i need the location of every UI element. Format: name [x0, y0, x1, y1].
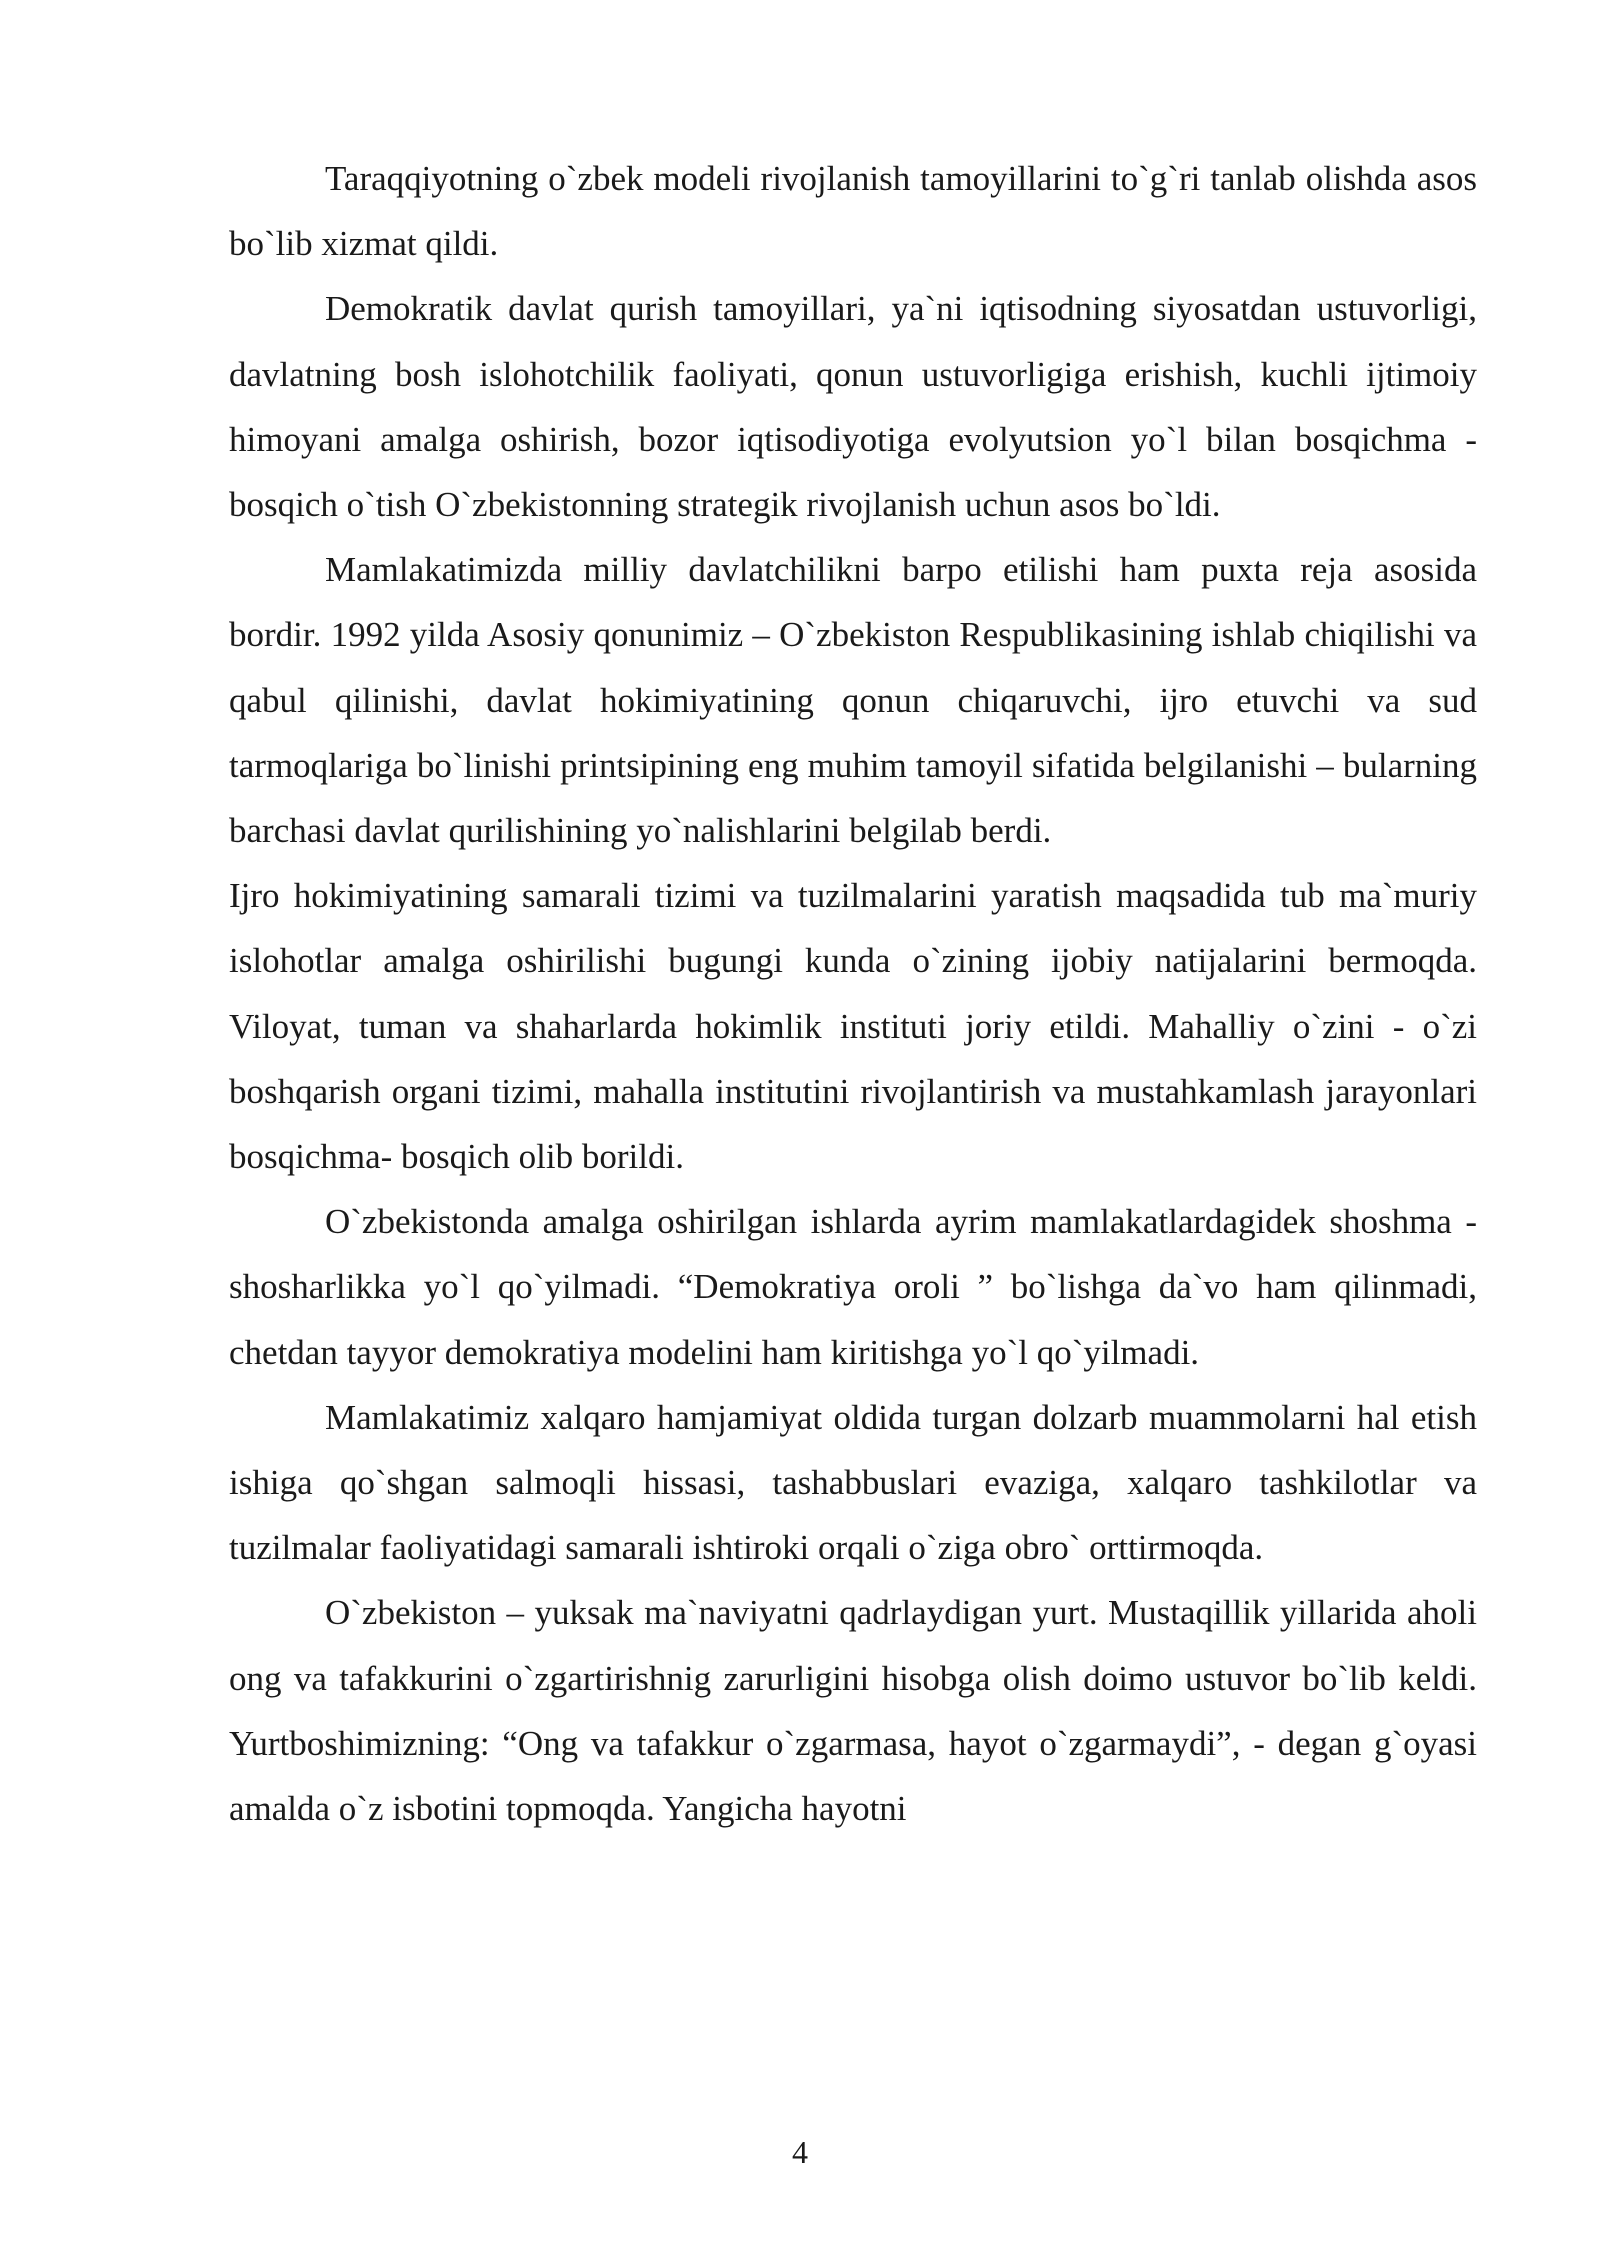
paragraph-1: Taraqqiyotning o`zbek modeli rivojlanish tamoyillarini to`g`ri tanlab olishda asos bo`lib xizmat qildi.	[229, 159, 1477, 264]
paragraph-3: Mamlakatimizda milliy davlatchilikni barpo etilishi ham puxta reja asosida bordir. 1992 yilda Asosiy qonunimiz – O`zbekiston Respublikasining ishlab chiqilishi va qabul qilinishi, davlat hokimiyatining qonun chiqaruvchi, ijro etuvchi va sud tarmoqlariga bo`linishi printsipining eng muhim tamoyil sifatida belgilanishi – bularning barchasi davlat qurilishining yo`nalishlarini belgilab berdi.	[229, 550, 1477, 851]
paragraph-7: O`zbekiston – yuksak ma`naviyatni qadrlaydigan yurt. Mustaqillik yillarida aholi ong va tafakkurini o`zgartirishnig zarurligini hisobga olish doimo ustuvor bo`lib keldi. Yurtboshimizning: “Ong va tafakkur o`zgarmasa, hayot o`zgarmaydi”, - degan g`oyasi amalda o`z isbotini topmoqda. Yangicha hayotni	[229, 1593, 1477, 1829]
paragraph-4: Ijro hokimiyatining samarali tizimi va tuzilmalarini yaratish maqsadida tub ma`muriy islohotlar amalga oshirilishi bugungi kunda o`zining ijobiy natijalarini bermoqda. Viloyat, tuman va shaharlarda hokimlik instituti joriy etildi. Mahalliy o`zini - o`zi boshqarish organi tizimi, mahalla institutini rivojlantirish va mustahkamlash jarayonlari bosqichma- bosqich olib borildi.	[229, 876, 1477, 1177]
paragraph-5: O`zbekistonda amalga oshirilgan ishlarda ayrim mamlakatlardagidek shoshma - shosharlikka yo`l qo`yilmadi. “Demokratiya oroli ” bo`lishga da`vo ham qilinmadi, chetdan tayyor demokratiya modelini ham kiritishga yo`l qo`yilmadi.	[229, 1202, 1477, 1372]
paragraph-2: Demokratik davlat qurish tamoyillari, ya`ni iqtisodning siyosatdan ustuvorligi, davlatning bosh islohotchilik faoliyati, qonun ustuvorligiga erishish, kuchli ijtimoiy himoyani amalga oshirish, bozor iqtisodiyotiga evolyutsion yo`l bilan bosqichma - bosqich o`tish O`zbekistonning strategik rivojlanish uchun asos bo`ldi.	[229, 289, 1477, 525]
page-number: 4	[792, 2134, 808, 2170]
paragraph-6: Mamlakatimiz xalqaro hamjamiyat oldida turgan dolzarb muammolarni hal etish ishiga qo`shgan salmoqli hissasi, tashabbuslari evaziga, xalqaro tashkilotlar va tuzilmalar faoliyatidagi samarali ishtiroki orqali o`ziga obro` orttirmoqda.	[229, 1397, 1477, 1568]
page-body	[229, 146, 1477, 1841]
